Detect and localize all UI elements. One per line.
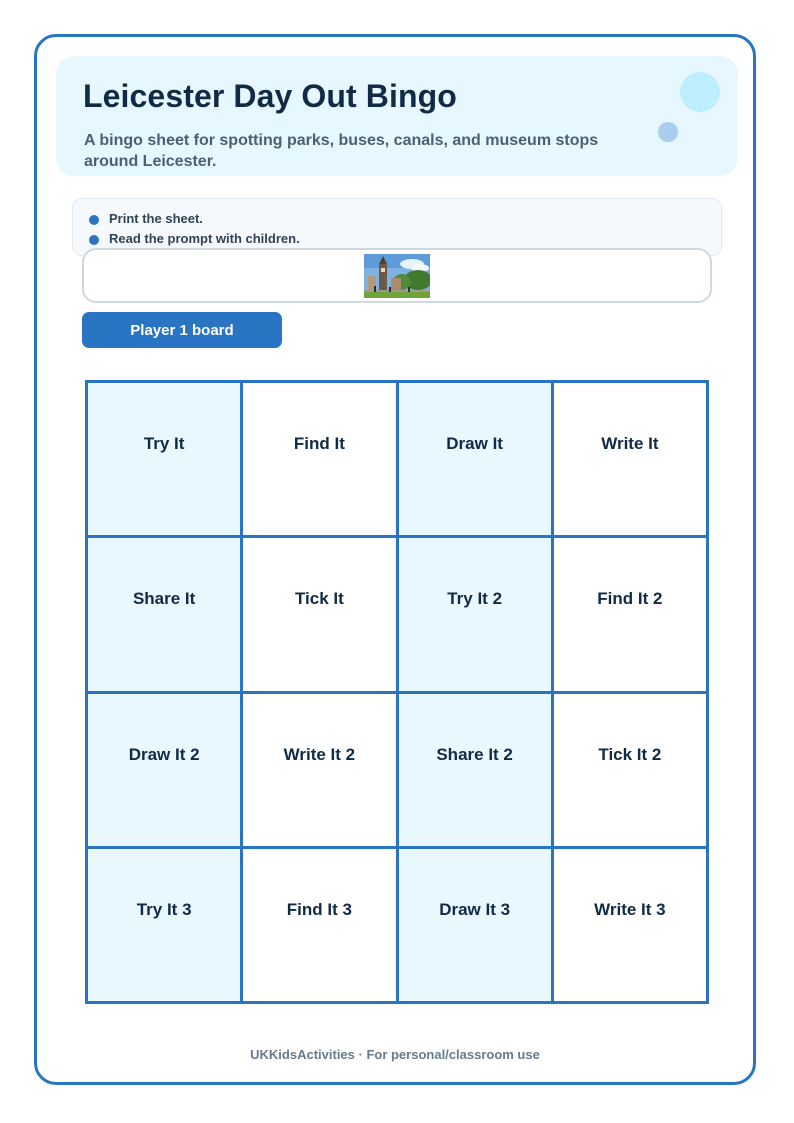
player-1-board-button[interactable]: Player 1 board: [82, 312, 282, 348]
page-subtitle: A bingo sheet for spotting parks, buses, canals, and museum stops around Leicester.: [84, 132, 599, 170]
bingo-cell[interactable]: Find It 3: [243, 849, 395, 1001]
bingo-cell[interactable]: Write It: [554, 383, 706, 535]
bullet-dot-icon: [89, 215, 99, 225]
bingo-cell[interactable]: Write It 3: [554, 849, 706, 1001]
instruction-item: [89, 229, 721, 249]
footer-note: UKKidsActivities · For personal/classroom use: [250, 1047, 540, 1062]
image-strip: [82, 248, 712, 303]
page-title: Leicester Day Out Bingo: [83, 78, 457, 114]
bingo-cell[interactable]: Try It 2: [399, 538, 551, 690]
decorative-bubble-large: [680, 72, 720, 112]
instruction-text: Print the sheet.: [109, 211, 203, 226]
bingo-cell[interactable]: Write It 2: [243, 694, 395, 846]
decorative-bubble-small: [658, 122, 678, 142]
bingo-cell[interactable]: Tick It: [243, 538, 395, 690]
bullet-dot-icon: [89, 235, 99, 245]
bingo-cell[interactable]: Share It 2: [399, 694, 551, 846]
bingo-cell[interactable]: Find It 2: [554, 538, 706, 690]
bingo-cell[interactable]: Try It 3: [88, 849, 240, 1001]
bingo-cell[interactable]: Draw It 3: [399, 849, 551, 1001]
bingo-cell[interactable]: Share It: [88, 538, 240, 690]
instruction-item: [89, 209, 721, 229]
bingo-board: [85, 380, 709, 1004]
bingo-cell[interactable]: Tick It 2: [554, 694, 706, 846]
bingo-cell[interactable]: Try It: [88, 383, 240, 535]
bingo-cell[interactable]: Draw It: [399, 383, 551, 535]
bingo-cell[interactable]: Draw It 2: [88, 694, 240, 846]
instruction-text: Read the prompt with children.: [109, 231, 300, 246]
instructions-list: [89, 209, 721, 249]
leicester-clock-tower-photo: [364, 254, 430, 298]
bingo-cell[interactable]: Find It: [243, 383, 395, 535]
